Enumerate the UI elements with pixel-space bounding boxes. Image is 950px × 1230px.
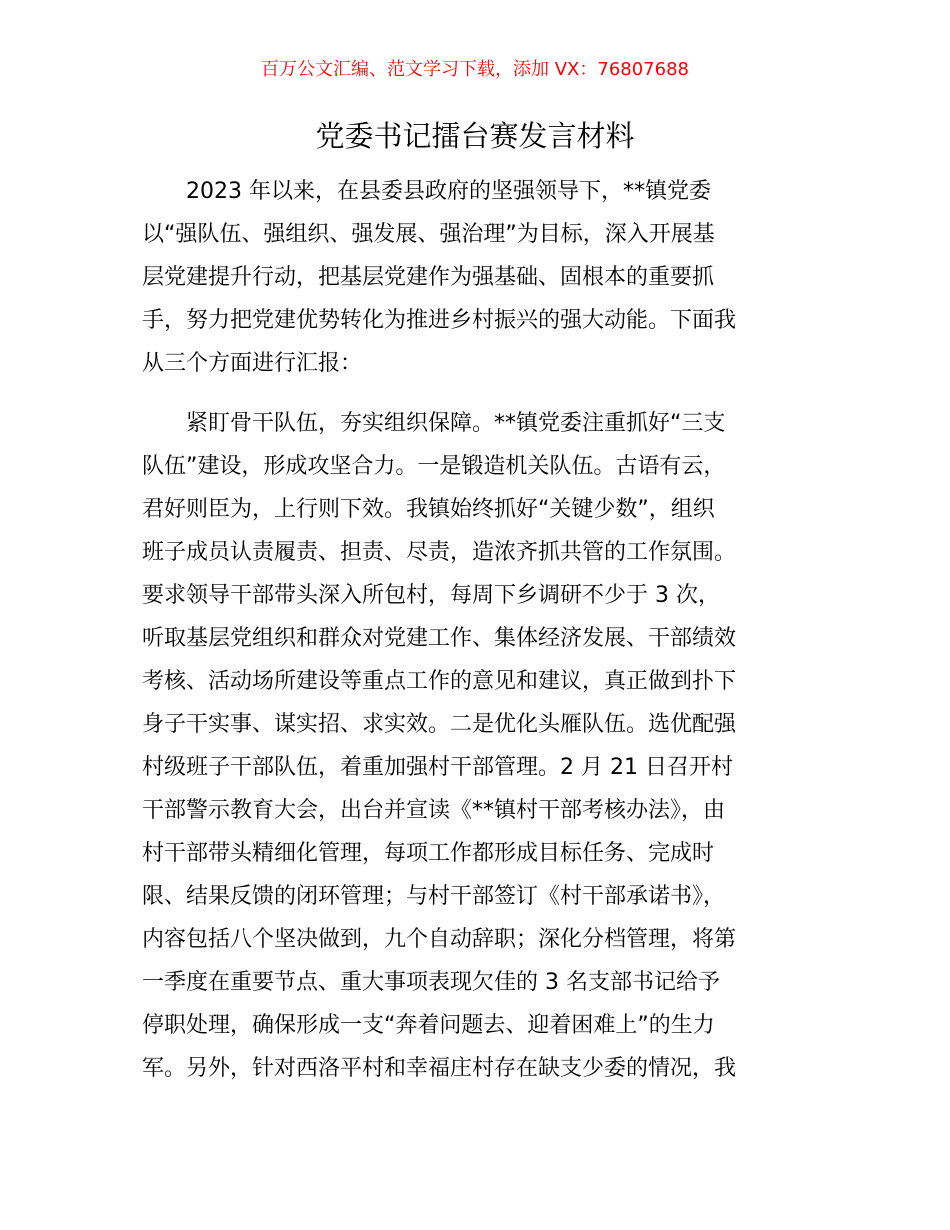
text-line: 听取基层党组织和群众对党建工作、集体经济发展、干部绩效 xyxy=(142,626,737,651)
text-line: 一季度在重要节点、重大事项表现欠佳的 3 名支部书记给予 xyxy=(142,970,720,995)
text-line: 紧盯骨干队伍，夯实组织保障。**镇党委注重抓好“三支 xyxy=(186,411,726,436)
page-title: 党委书记擂台赛发言材料 xyxy=(315,119,635,153)
text-line: 停职处理，确保形成一支“奔着问题去、迎着困难上”的生力 xyxy=(142,1013,715,1038)
text-line: 村级班子干部队伍，着重加强村干部管理。2 月 21 日召开村 xyxy=(142,755,733,780)
text-line: 班子成员认责履责、担责、尽责，造浓齐抓共管的工作氛围。 xyxy=(142,540,737,565)
text-line: 2023 年以来，在县委县政府的坚强领导下，**镇党委 xyxy=(186,179,711,204)
text-line: 要求领导干部带头深入所包村，每周下乡调研不少于 3 次， xyxy=(142,583,720,608)
text-line: 身子干实事、谋实招、求实效。二是优化头雁队伍。选优配强 xyxy=(142,712,737,737)
header-banner: 百万公文汇编、范文学习下载，添加 VX：76807688 xyxy=(261,59,689,80)
text-line: 层党建提升行动，把基层党建作为强基础、固根本的重要抓 xyxy=(142,265,715,290)
text-line: 手，努力把党建优势转化为推进乡村振兴的强大动能。下面我 xyxy=(142,308,737,333)
text-line: 限、结果反馈的闭环管理；与村干部签订《村干部承诺书》， xyxy=(142,884,726,909)
paragraph-intro xyxy=(142,170,812,385)
text-line: 考核、活动场所建设等重点工作的意见和建议，真正做到扑下 xyxy=(142,669,737,694)
text-line: 干部警示教育大会，出台并宣读《**镇村干部考核办法》，由 xyxy=(142,798,726,823)
text-line: 内容包括八个坚决做到，九个自动辞职；深化分档管理，将第 xyxy=(142,927,737,952)
text-line: 队伍”建设，形成攻坚合力。一是锻造机关队伍。古语有云， xyxy=(142,454,726,479)
paragraph-section-one xyxy=(142,402,812,1090)
text-line: 君好则臣为，上行则下效。我镇始终抓好“关键少数”，组织 xyxy=(142,497,715,522)
text-line: 从三个方面进行汇报： xyxy=(142,351,363,376)
text-line: 村干部带头精细化管理，每项工作都形成目标任务、完成时 xyxy=(142,841,715,866)
text-line: 以“强队伍、强组织、强发展、强治理”为目标，深入开展基 xyxy=(142,222,715,247)
text-line: 军。另外，针对西洛平村和幸福庄村存在缺支少委的情况，我 xyxy=(142,1056,737,1081)
